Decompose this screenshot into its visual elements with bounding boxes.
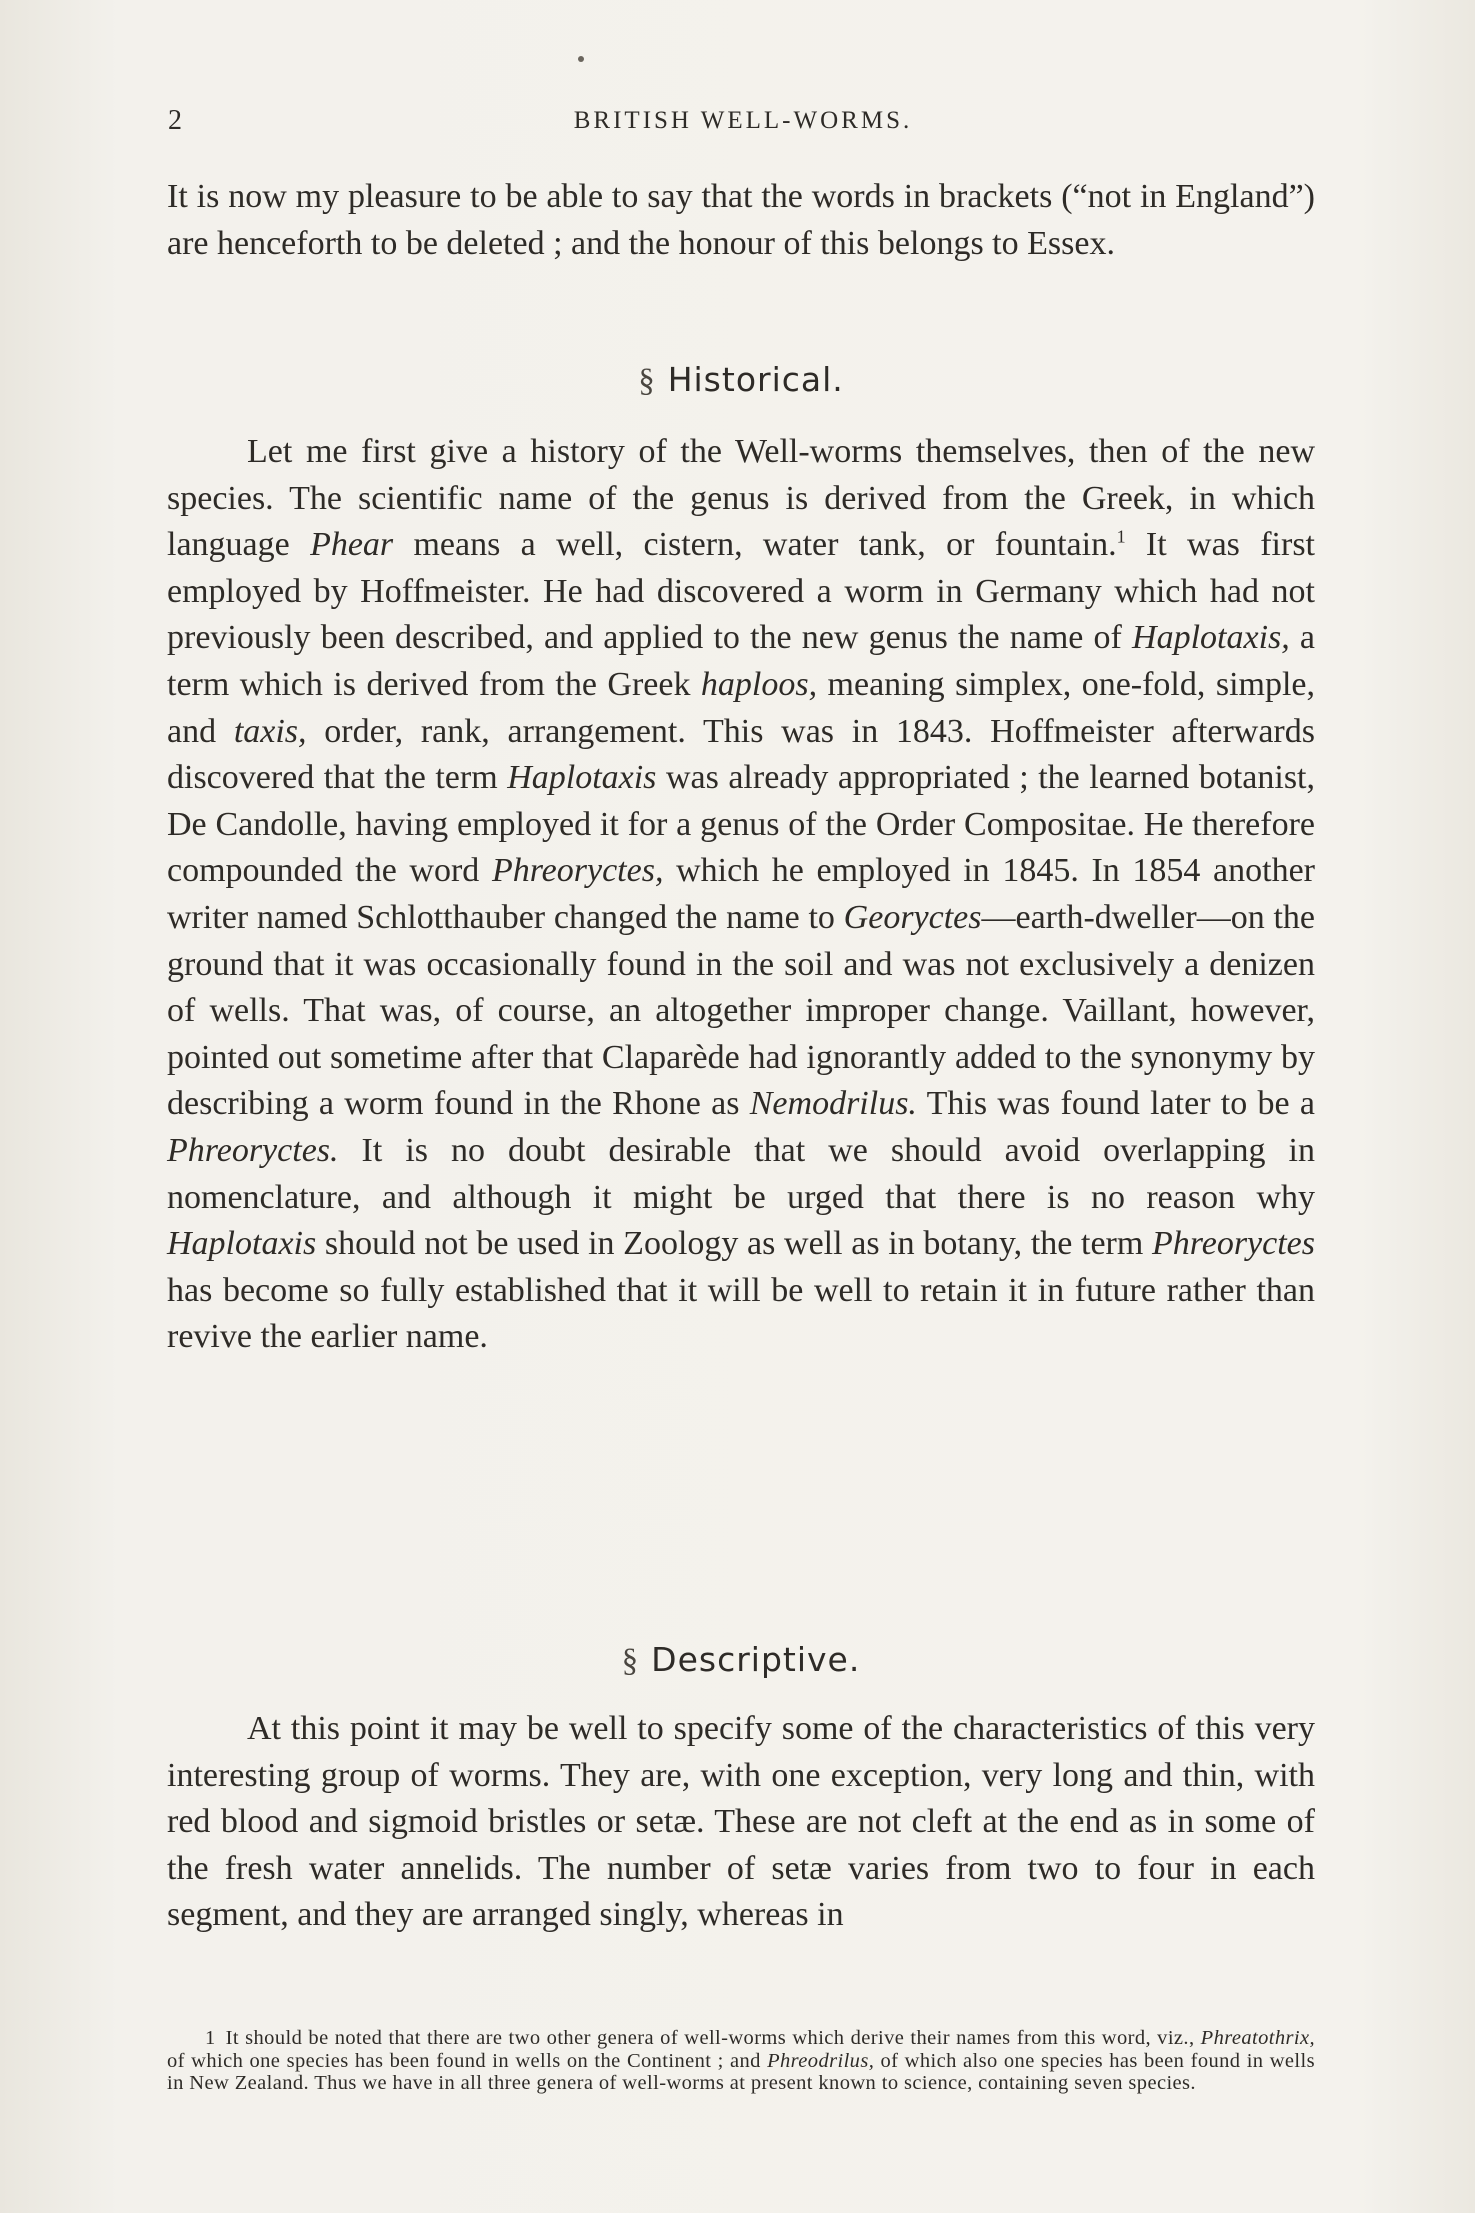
intro-paragraph-block (167, 174, 1315, 267)
term-haplotaxis: Haplotaxis (167, 1225, 317, 1263)
historical-paragraph: Let me first give a history of the Well-worms themselves, then of the new species. The scientific name of the genus is derived from the Greek, in which language Phear means a well, cistern, water tank, or fountain.$^1$ It was first employed by Hoffmeister. He had discovered a worm in Germany which had not previously been described, and applied to the new genus the name of Haplotaxis, a term which is derived from the Greek haploos, meaning simplex, one-fold, simple, and taxis, order, rank, arrangement. This was in 1843. Hoffmeister afterwards discovered that the term Haplotaxis was already appropriated ; the learned botanist, De Candolle, having employed it for a genus of the Order Compositae. He therefore compounded the word Phreoryctes, which he employed in 1845. In 1854 another writer named Schlotthauber changed the name to Georyctes—earth-dweller—on the ground that it was occasionally found in the soil and was not exclusively a denizen of wells. That was, of course, an altogether improper change. Vaillant, however, pointed out sometime after that Claparède had ignorantly added to the synonymy by describing a worm found in the Rhone as Nemodrilus. This was found later to be a Phreoryctes. It is no doubt desirable that we should avoid overlapping in nomenclature, and although it might be urged that there is no reason why Haplotaxis should not be used in Zoology as well as in botany, the term Phreoryctes has become so fully established that it will be well to retain it in future rather than revive the earlier name. (167, 433, 1316, 1356)
term-phreoryctes: Phreoryctes. (167, 1131, 339, 1169)
term-haplotaxis: Haplotaxis, (1132, 619, 1290, 657)
term-phreatothrix: Phreatothrix, (1200, 2027, 1315, 2049)
term-haplotaxis: Haplotaxis (507, 759, 657, 797)
historical-paragraph-block (167, 429, 1315, 1361)
footnote: 1 It should be noted that there are two other genera of well-worms which derive their names from this word, viz., Phreatothrix, of which one species has been found in wells on the Continent ; and Phreodrilus, of which also one species has been found in wells in New Zealand. Thus we have in all three genera of well-worms at present known to science, containing seven species. (167, 2027, 1315, 2094)
page-header (168, 105, 1318, 145)
footnote-mark: 1 (205, 2027, 216, 2049)
term-georyctes: Georyctes (843, 898, 982, 936)
descriptive-paragraph-block (167, 1706, 1315, 1939)
term-nemodrilus: Nemodrilus. (749, 1085, 917, 1123)
page-number: 2 (168, 105, 182, 136)
heading-historical (167, 360, 1315, 400)
term-phreoryctes: Phreoryctes (1151, 1225, 1315, 1263)
intro-paragraph: It is now my pleasure to be able to say that the words in brackets (“not in England”) are henceforth to be deleted ; and the honour of this belongs to Essex. (167, 178, 1315, 262)
heading-descriptive-text: Descriptive. (651, 1640, 861, 1679)
ink-speck (578, 56, 584, 62)
term-taxis: taxis, (233, 712, 307, 750)
term-phreodrilus: Phreodrilus, (767, 2049, 875, 2072)
term-phreoryctes: Phreoryctes, (491, 852, 664, 890)
footnote-ref: 1 (1116, 526, 1126, 547)
heading-descriptive (167, 1640, 1315, 1680)
footnote-block (167, 2027, 1315, 2095)
running-head: BRITISH WELL-WORMS. (573, 107, 913, 134)
heading-historical-text: Historical. (667, 360, 844, 399)
term-phear: Phear (310, 526, 394, 564)
descriptive-paragraph: At this point it may be well to specify some of the characteristics of this very interesting group of worms. They are, with one exception, very long and thin, with red blood and sigmoid bristles or setæ. These are not cleft at the end as in some of the fresh water annelids. The number of setæ varies from two to four in each segment, and they are arranged singly, whereas in (167, 1710, 1315, 1934)
term-haploos: haploos, (700, 665, 818, 703)
section-mark: § (638, 363, 656, 399)
section-mark: § (621, 1643, 640, 1679)
